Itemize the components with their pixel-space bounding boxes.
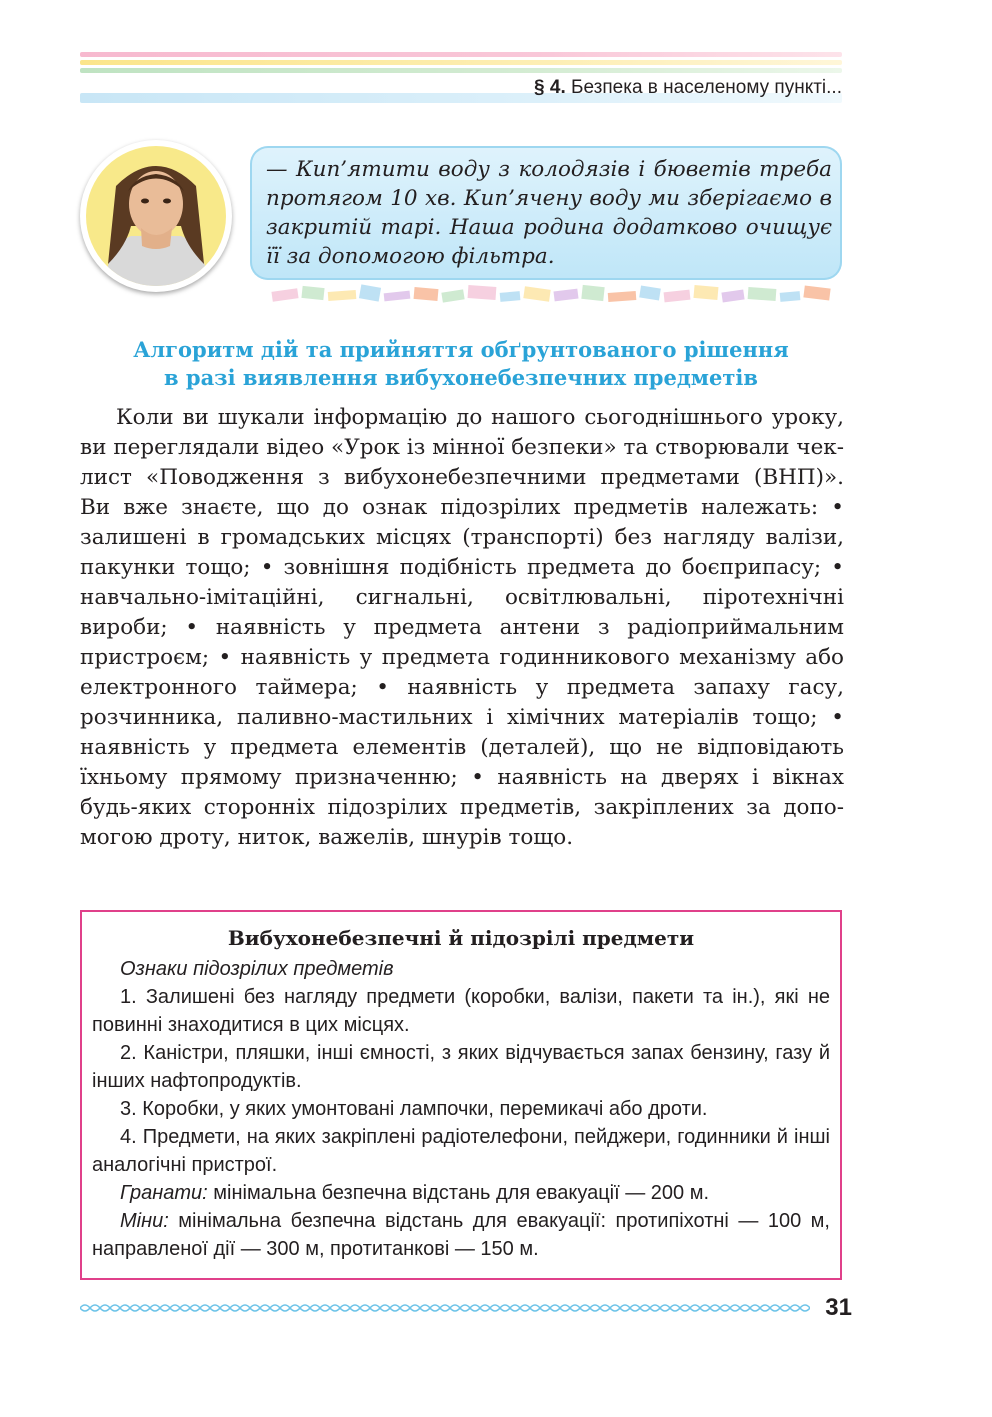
section-heading-line1: Алгоритм дій та прийняття обґрунтованого рішення — [133, 337, 789, 362]
info-box-body — [92, 955, 830, 1263]
page-number: 31 — [825, 1294, 852, 1321]
footer-wave-line — [80, 1300, 810, 1316]
section-heading-line2: в разі виявлення вибухонебезпечних предметів — [163, 365, 758, 390]
running-head — [534, 77, 842, 99]
info-box-item: 1. Залишені без нагляду предмети (коробки, валізи, пакети та ін.), які не повинні знаходитися в цих місцях. — [92, 986, 830, 1036]
grenades-note — [92, 1179, 830, 1207]
section-heading — [80, 336, 842, 392]
mines-text: мінімальна безпечна відстань для евакуації: протипіхотні — 100 м, направленої дії — 300 м, протитанкові — 150 м. — [92, 1210, 830, 1260]
mines-note — [92, 1207, 830, 1263]
info-box-subtitle: Ознаки підозрілих предметів — [120, 958, 394, 980]
mines-label: Міни: — [120, 1210, 169, 1232]
info-box-item: 3. Коробки, у яких умонтовані лампочки, перемикачі або дроти. — [120, 1098, 708, 1120]
section-title: Безпека в населеному пункті... — [565, 77, 842, 98]
girl-portrait-icon — [86, 146, 226, 286]
info-box-item: 2. Каністри, пляшки, інші ємності, з яких відчувається запах бензину, газу й інших нафтопродуктів. — [92, 1042, 830, 1092]
main-paragraph: Коли ви шукали інформацію до нашого сьогоднішнього уроку, ви переглядали відео «Урок із мінної безпеки» та створювали чек-лист «Поводження з вибухонебезпечними предметами (ВНП)». Ви вже знаєте, що до ознак підозрілих предметів належать: • залишені в громадських місцях (транспорті) без нагляду валізи, пакунки тощо; • зовнішня подібність предмета до боєприпасу; • навчально-імітаційні, сигнальні, освітлювальні, піротехнічні вироби; • наявність у предмета антени з радіоприймальним пристроєм; • наявність у предмета годинникового механізму або електронного таймера; • наявність у предмета запаху гасу, розчинника, паливно-мастильних і хімічних матеріалів тощо; • наявність у предмета елементів (деталей), що не відповідають їхньому прямому призначенню; • наявність на дверях і вікнах будь-яких сторонніх підозрілих предметів, закріплених за допомогою дроту, ниток, важелів, шнурів тощо. — [80, 405, 844, 850]
grenades-text: мінімальна безпечна відстань для евакуації — 200 м. — [207, 1182, 710, 1204]
girl-avatar — [80, 140, 232, 292]
section-mark: § 4. — [534, 77, 566, 98]
info-box-item: 4. Предмети, на яких закріплені радіотелефони, пейджери, годинники й інші аналогічні пристрої. — [92, 1126, 830, 1176]
mosaic-decoration — [262, 282, 842, 308]
speech-bubble-text: — Кип’ятити воду з колодязів і бюветів треба протягом 10 хв. Кип’ячену воду ми зберігаємо в закритій тарі. Наша родина додатково очищує її за допомогою фільтра. — [266, 157, 832, 269]
grenades-label: Гранати: — [120, 1182, 208, 1204]
info-box-title: Вибухонебезпечні й підозрілі предмети — [227, 926, 695, 950]
